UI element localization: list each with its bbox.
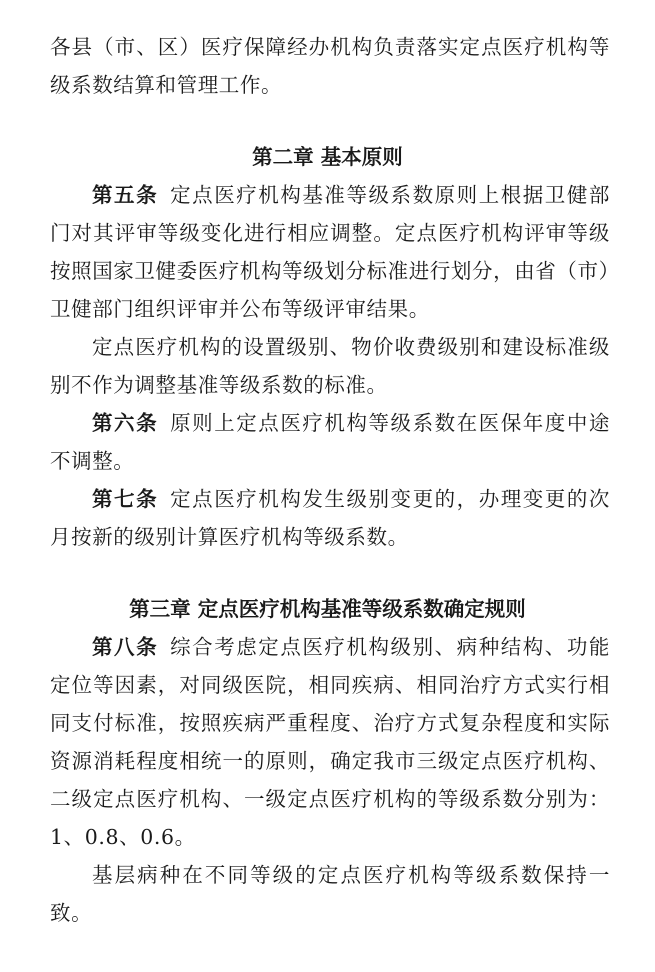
text-line: 定位等因素，对同级医院，相同疾病、相同治疗方式实行相 (50, 673, 610, 697)
article-6-label: 第六条 (92, 411, 159, 435)
article-6-line-1 (92, 404, 610, 442)
chapter-3-heading: 第三章 定点医疗机构基准等级系数确定规则 (129, 597, 526, 621)
article-5-text: 定点医疗机构基准等级系数原则上根据卫健部 (170, 183, 610, 207)
text-line: 各县（市、区）医疗保障经办机构负责落实定点医疗机构等 (50, 35, 610, 59)
text-line: 二级定点医疗机构、一级定点医疗机构的等级系数分别为： (50, 787, 610, 811)
article-8-text: 综合考虑定点医疗机构级别、病种结构、功能 (170, 635, 610, 659)
text-line: 基层病种在不同等级的定点医疗机构等级系数保持一 (92, 863, 610, 887)
text-line: 月按新的级别计算医疗机构等级系数。 (50, 525, 409, 549)
text-line: 不调整。 (50, 449, 135, 473)
article-7-line-1 (92, 480, 610, 518)
text-line: 同支付标准，按照疾病严重程度、治疗方式复杂程度和实际 (50, 711, 610, 735)
article-5-label: 第五条 (92, 183, 159, 207)
article-7-label: 第七条 (92, 487, 159, 511)
article-8-line-1 (92, 628, 610, 666)
article-7-text: 定点医疗机构发生级别变更的，办理变更的次 (170, 487, 610, 511)
text-line: 别不作为调整基准等级系数的标准。 (50, 373, 388, 397)
text-line: 致。 (50, 901, 93, 925)
chapter-2-heading: 第二章 基本原则 (252, 145, 403, 169)
text-line: 按照国家卫健委医疗机构等级划分标准进行划分，由省（市） (50, 259, 620, 283)
text-line: 门对其评审等级变化进行相应调整。定点医疗机构评审等级 (50, 221, 610, 245)
text-line: 级系数结算和管理工作。 (50, 73, 283, 97)
article-5-line-1 (92, 176, 610, 214)
text-line: 卫健部门组织评审并公布等级评审结果。 (50, 297, 430, 321)
article-8-label: 第八条 (92, 635, 159, 659)
text-line: 1、0.8、0.6。 (50, 825, 196, 849)
article-6-text: 原则上定点医疗机构等级系数在医保年度中途 (170, 411, 610, 435)
text-line: 资源消耗程度相统一的原则，确定我市三级定点医疗机构、 (50, 749, 610, 773)
text-line: 定点医疗机构的设置级别、物价收费级别和建设标准级 (92, 335, 610, 359)
